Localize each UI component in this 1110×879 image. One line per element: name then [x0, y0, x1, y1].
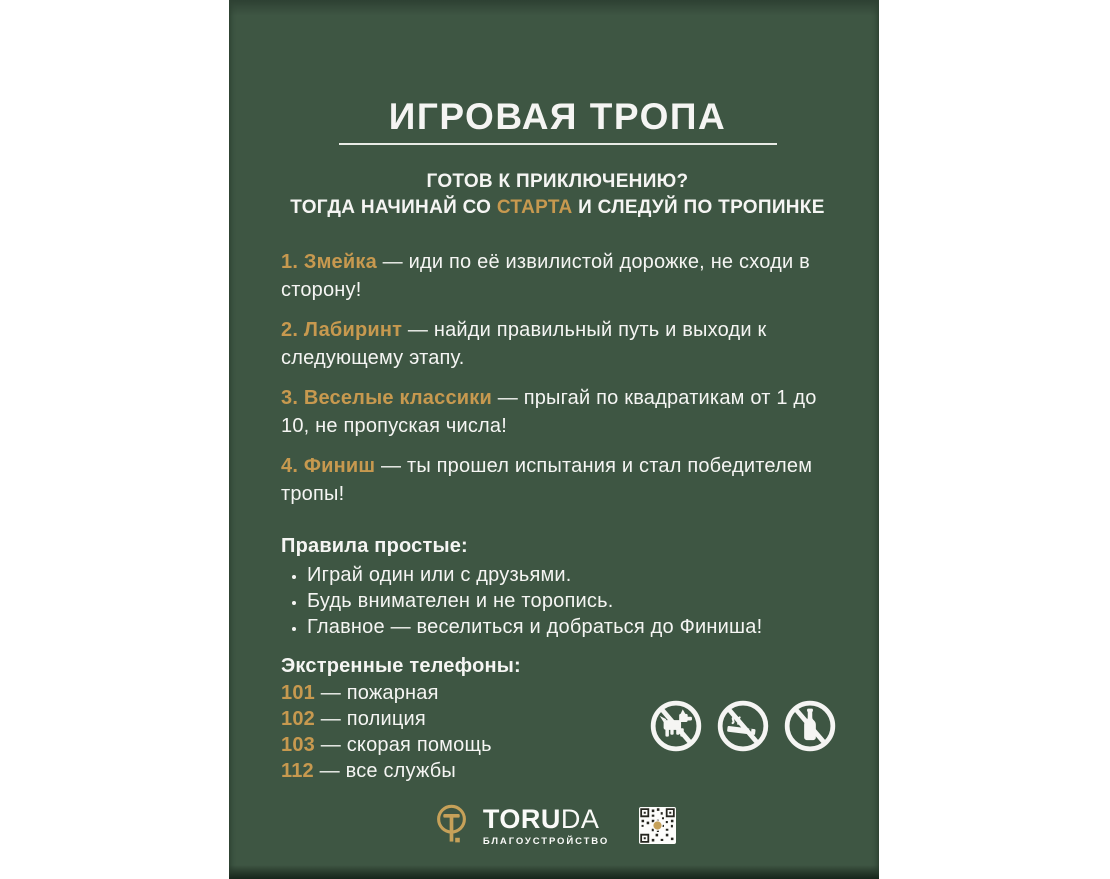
game-trail-poster: [229, 0, 879, 879]
toruda-wordmark: [483, 804, 609, 847]
rule-item: • Главное — веселиться и добраться до Финиша!: [307, 614, 834, 640]
no-dogs-icon: [649, 699, 703, 753]
phone-number-police: 102: [281, 708, 315, 730]
step-snake: [281, 248, 834, 304]
qr-code: [639, 807, 676, 844]
subtitle: [281, 169, 834, 221]
step-labyrinth: [281, 316, 834, 372]
brand-name-bold: TORU: [482, 803, 561, 834]
rule-item: • Играй один или с друзьями.: [307, 562, 834, 588]
phone-row-all-services: [281, 758, 834, 784]
footer-logo-row: [229, 801, 879, 849]
subtitle-line2-pre: ТОГДА НАЧИНАЙ СО: [290, 197, 497, 218]
no-alcohol-icon: [783, 699, 837, 753]
phone-label-fire: — пожарная: [314, 682, 439, 704]
phone-number-all-services: 112: [281, 760, 314, 782]
phone-label-ambulance: — скорая помощь: [314, 734, 492, 756]
toruda-logo-icon: [432, 801, 471, 849]
subtitle-line1: ГОТОВ К ПРИКЛЮЧЕНИЮ?: [426, 171, 689, 192]
rules-title: Правила простые:: [281, 535, 468, 557]
emergency-phones-section: [281, 652, 834, 784]
step-hopscotch-lead: 3. Веселые классики: [281, 387, 492, 409]
step-finish-lead: 4. Финиш: [281, 455, 376, 477]
step-labyrinth-text: — найди правильный путь и выходи к следующему этапу.: [281, 319, 767, 369]
rule-item: • Будь внимателен и не торопись.: [307, 588, 834, 614]
phone-label-all-services: — все службы: [313, 760, 456, 782]
phone-number-fire: 101: [281, 682, 315, 704]
step-snake-text: — иди по её извилистой дорожке, не сходи в сторону!: [281, 251, 810, 301]
steps-list: [281, 248, 834, 508]
title-underline: [339, 143, 777, 145]
step-hopscotch: [281, 384, 834, 440]
brand-name-light: DA: [560, 803, 600, 834]
poster-content: [229, 0, 879, 879]
phone-number-ambulance: 103: [281, 734, 315, 756]
brand-name: [483, 804, 609, 834]
step-labyrinth-lead: 2. Лабиринт: [281, 319, 403, 341]
subtitle-highlight-start: СТАРТА: [496, 197, 573, 218]
no-smoking-icon: [716, 699, 770, 753]
page-title: ИГРОВАЯ ТРОПА: [388, 96, 727, 137]
subtitle-line2-post: И СЛЕДУЙ ПО ТРОПИНКЕ: [572, 197, 825, 218]
phones-title: Экстренные телефоны:: [281, 655, 521, 677]
phone-label-police: — полиция: [314, 708, 426, 730]
step-finish-text: — ты прошел испытания и стал победителем тропы!: [281, 455, 813, 505]
step-finish: [281, 452, 834, 508]
step-snake-lead: 1. Змейка: [281, 251, 377, 273]
prohibition-icons-row: [649, 699, 837, 753]
brand-tagline: БЛАГОУСТРОЙСТВО: [482, 835, 610, 847]
rules-list: [281, 562, 834, 640]
step-hopscotch-text: — прыгай по квадратикам от 1 до 10, не пропуская числа!: [281, 387, 817, 437]
